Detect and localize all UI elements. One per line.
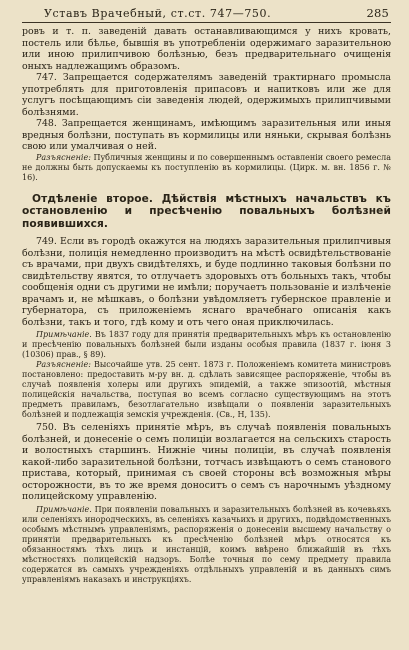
note-749 (22, 330, 391, 360)
paragraph-continuation: ровъ и т. п. заведеній давать останавливающимся у нихъ кровать, постель или бѣлье, бывшія въ употребленіи одержимаго заразительною или иною прилипчивою болѣзнью, безъ предварительнаго очищенія оныхъ надлежащимъ образомъ. (22, 26, 391, 72)
note-label: Разъясненіе: (36, 152, 91, 162)
clarification-748 (22, 153, 391, 183)
article-748: 748. Запрещается женщинамъ, имѣющимъ заразительныя или иныя вредныя болѣзни, поступать въ кормилицы или няньки, скрывая болѣзнь свою или умалчивая о ней. (22, 118, 391, 152)
note-750 (22, 505, 391, 585)
article-750: 750. Въ селеніяхъ принятіе мѣръ, въ случаѣ появленія повальныхъ болѣзней, и донесеніе о семъ полиціи возлагается на сельскихъ старость и волостныхъ старшинъ. Нижніе чины полиціи, въ случаѣ появленія какой-либо заразительной болѣзни, тотчасъ извѣщаютъ о семъ станового пристава, который, принимая съ своей стороны всѣ возможныя мѣры осторожности, въ то же время доноситъ о семъ съ нарочнымъ уѣздному полицейскому управленію. (22, 422, 391, 502)
note-body: Высочайше утв. 25 сент. 1873 г. Положеніемъ комитета министровъ постановлено: предоставить м-ру вн. д. сдѣлать зависящее распоряженіе, чтобы въ случаѣ появленія холеры или другихъ эпидемій, а также эпизоотій, мѣстныя полицейскія начальства, поступая во всемъ согласно существующимъ на этотъ предметъ правиламъ, безотлагательно извѣщали о появленіи заразительныхъ болѣзней и подлежащія земскія учрежденія. (Св., Н, 135). (22, 360, 391, 419)
article-749: 749. Если въ городѣ окажутся на людяхъ заразительныя прилипчивыя болѣзни, полиція немедленно производитъ на мѣстѣ освидѣтельствованіе съ врачами, при двухъ свидѣтеляхъ, и буде подлинно таковыя болѣзни по свидѣтельству явятся, то отлучаетъ здоровыхъ отъ больныхъ такъ, чтобы сообщенія одни съ другими не имѣли; поручаетъ пользованіе и излѣченіе врачамъ и, не мѣшкавъ, о болѣзни увѣдомляетъ губернское правленіе и губернатора, съ приложеніемъ яснаго врачебнаго описанія какъ болѣзни, такъ и того, гдѣ кому и отъ чего оная приключилась. (22, 236, 391, 328)
note-body: При появленіи повальныхъ и заразительныхъ болѣзней въ кочевьяхъ или селеніяхъ инородческихъ, въ селеніяхъ казачьихъ и другихъ, подвѣдомственныхъ особымъ мѣстнымъ управленіямъ, распоряженія о донесеніи высшему начальству о принятіи предварительныхъ къ пресѣченію болѣзней мѣръ относятся къ обязанностямъ тѣхъ лицъ и инстанцій, коимъ ввѣрено ближайшій въ тѣхъ мѣстностяхъ полицейскій надзоръ. Болѣе точныя по сему предмету правила содержатся въ самыхъ учрежденіяхъ отдѣльныхъ управленій и въ данныхъ симъ управленіямъ наказахъ и инструкціяхъ. (22, 504, 391, 584)
running-head (22, 6, 391, 23)
note-label: Примѣчаніе. (36, 330, 92, 339)
section-heading: Отдѣленіе второе. Дѣйствія мѣстныхъ начальствъ къ остановленію и пресѣченію повальныхъ болѣзней появившихся. (22, 192, 391, 230)
clarification-749 (22, 360, 391, 420)
note-body: Публичныя женщины и по совершеннымъ оставленіи своего ремесла не должны быть допускаемы къ поступленію въ кормилицы. (Цирк. м. вн. 1856 г. № 16). (22, 152, 391, 182)
note-label: Разъясненіе: (36, 360, 91, 369)
note-label: Примѣчаніе. (36, 504, 92, 514)
note-body: Въ 1837 году для принятія предварительныхъ мѣръ къ остановленію и пресѣченію повальныхъ болѣзней были изданы особыя правила (1837 г. іюня 3 (10306) прав., § 89). (22, 330, 391, 359)
running-title: Уставъ Врачебный, ст.ст. 747—750. (44, 7, 272, 20)
article-747: 747. Запрещается содержателямъ заведеній трактирнаго промысла употреблять для приготовленія припасовъ и напитковъ или же для услугъ посѣщающимъ сіи заведенія людей, одержимыхъ прилипчивыми болѣзнями. (22, 72, 391, 118)
page-number: 285 (366, 6, 389, 20)
